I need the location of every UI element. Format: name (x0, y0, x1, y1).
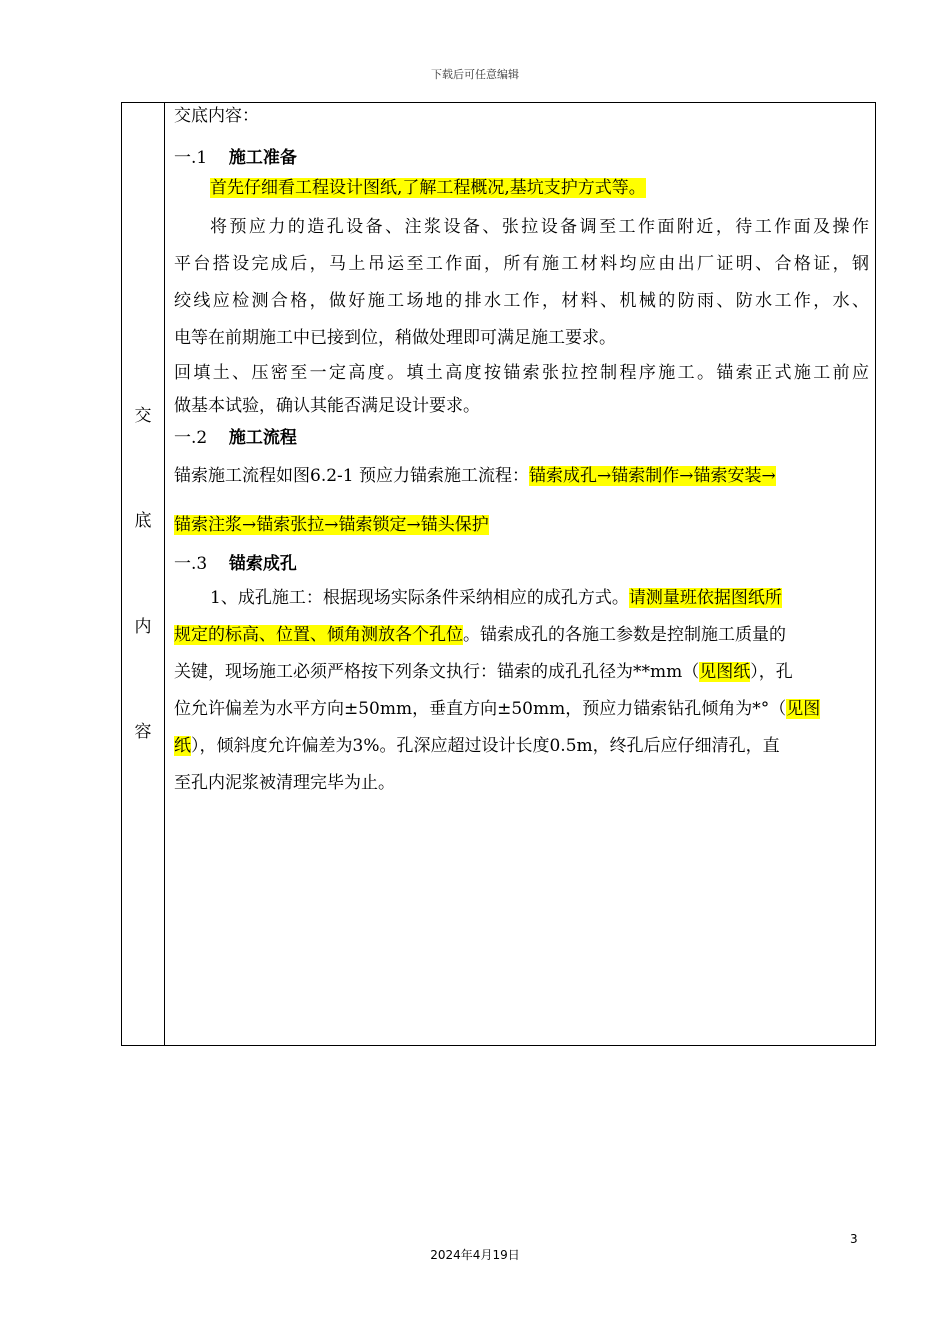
intro-label: 交底内容： (174, 106, 259, 126)
section-heading-1 (174, 143, 869, 173)
text-run: ），倾斜度允许偏差为3%。孔深应超过设计长度0.5m，终孔后应仔细清孔，直 (191, 736, 780, 756)
highlighted-text: 规定的标高、位置、倾角测放各个孔位 (174, 625, 463, 645)
section-heading-2 (174, 423, 869, 454)
paragraph-2-line: 将预应力的造孔设备、注浆设备、张拉设备调至工作面附近，待工作面及操作 (210, 217, 869, 237)
text-run: ），孔 (750, 662, 793, 682)
text-run: 。锚索成孔的各施工参数是控制施工质量的 (463, 625, 786, 645)
flow-steps-highlight: 锚索成孔→锚索制作→锚索安装→ (529, 466, 776, 486)
footer-date: 2024年4月19日 (430, 1248, 520, 1262)
section-number: 一.1 (174, 148, 208, 168)
flow-steps-highlight: 锚索注浆→锚索张拉→锚索锁定→锚头保护 (174, 515, 489, 535)
paragraph-5-line (174, 728, 869, 765)
paragraph-5-line (174, 654, 869, 691)
side-label-char: 容 (134, 722, 152, 742)
content-cell (174, 103, 869, 802)
paragraph-2-line: 绞线应检测合格，做好施工场地的排水工作，材料、机械的防雨、防水工作，水、 (174, 291, 869, 311)
side-label-char: 内 (134, 617, 152, 637)
paragraph-5-line (174, 580, 869, 617)
page-number: 3 (850, 1232, 858, 1246)
highlighted-text: 首先仔细看工程设计图纸,了解工程概况,基坑支护方式等。 (210, 178, 646, 198)
text-run: 关键，现场施工必须严格按下列条文执行：锚索的成孔孔径为**mm（ (174, 662, 700, 682)
section-number: 一.3 (174, 554, 208, 574)
page-header: 下载后可任意编辑 (431, 68, 519, 81)
section-number: 一.2 (174, 428, 208, 448)
side-label-char: 底 (134, 511, 152, 531)
paragraph-1 (174, 173, 869, 203)
paragraph-4-line (174, 458, 869, 495)
paragraph-2-line: 平台搭设完成后，马上吊运至工作面，所有施工材料均应由出厂证明、合格证，钢 (174, 254, 869, 274)
paragraph-5-line (174, 617, 869, 654)
highlighted-text: 请测量班依据图纸所 (628, 588, 782, 608)
highlighted-text: 见图纸 (699, 662, 751, 682)
section-title: 施工流程 (228, 428, 297, 448)
section-title: 施工准备 (228, 148, 297, 168)
paragraph-4-line (174, 507, 869, 544)
text-run: 1、成孔施工：根据现场实际条件采纳相应的成孔方式。 (210, 588, 629, 608)
flow-intro: 锚索施工流程如图6.2-1 预应力锚索施工流程： (174, 466, 529, 486)
paragraph-5-line (174, 691, 869, 728)
section-heading-3 (174, 549, 869, 580)
paragraph-2-line: 电等在前期施工中已接到位，稍做处理即可满足施工要求。 (174, 328, 616, 348)
paragraph-3-line: 做基本试验，确认其能否满足设计要求。 (174, 396, 480, 416)
section-title: 锚索成孔 (228, 554, 297, 574)
paragraph-5-line: 至孔内泥浆被清理完毕为止。 (174, 773, 395, 793)
highlighted-text: 纸 (174, 736, 191, 756)
highlighted-text: 见图 (786, 699, 821, 719)
text-run: 位允许偏差为水平方向±50mm，垂直方向±50mm，预应力锚索钻孔倾角为*°（ (174, 699, 787, 719)
side-label-char: 交 (134, 406, 152, 426)
disclosure-table (121, 102, 876, 1046)
side-label-column (122, 103, 165, 1045)
paragraph-3-line: 回填土、压密至一定高度。填土高度按锚索张拉控制程序施工。锚索正式施工前应 (174, 363, 869, 383)
